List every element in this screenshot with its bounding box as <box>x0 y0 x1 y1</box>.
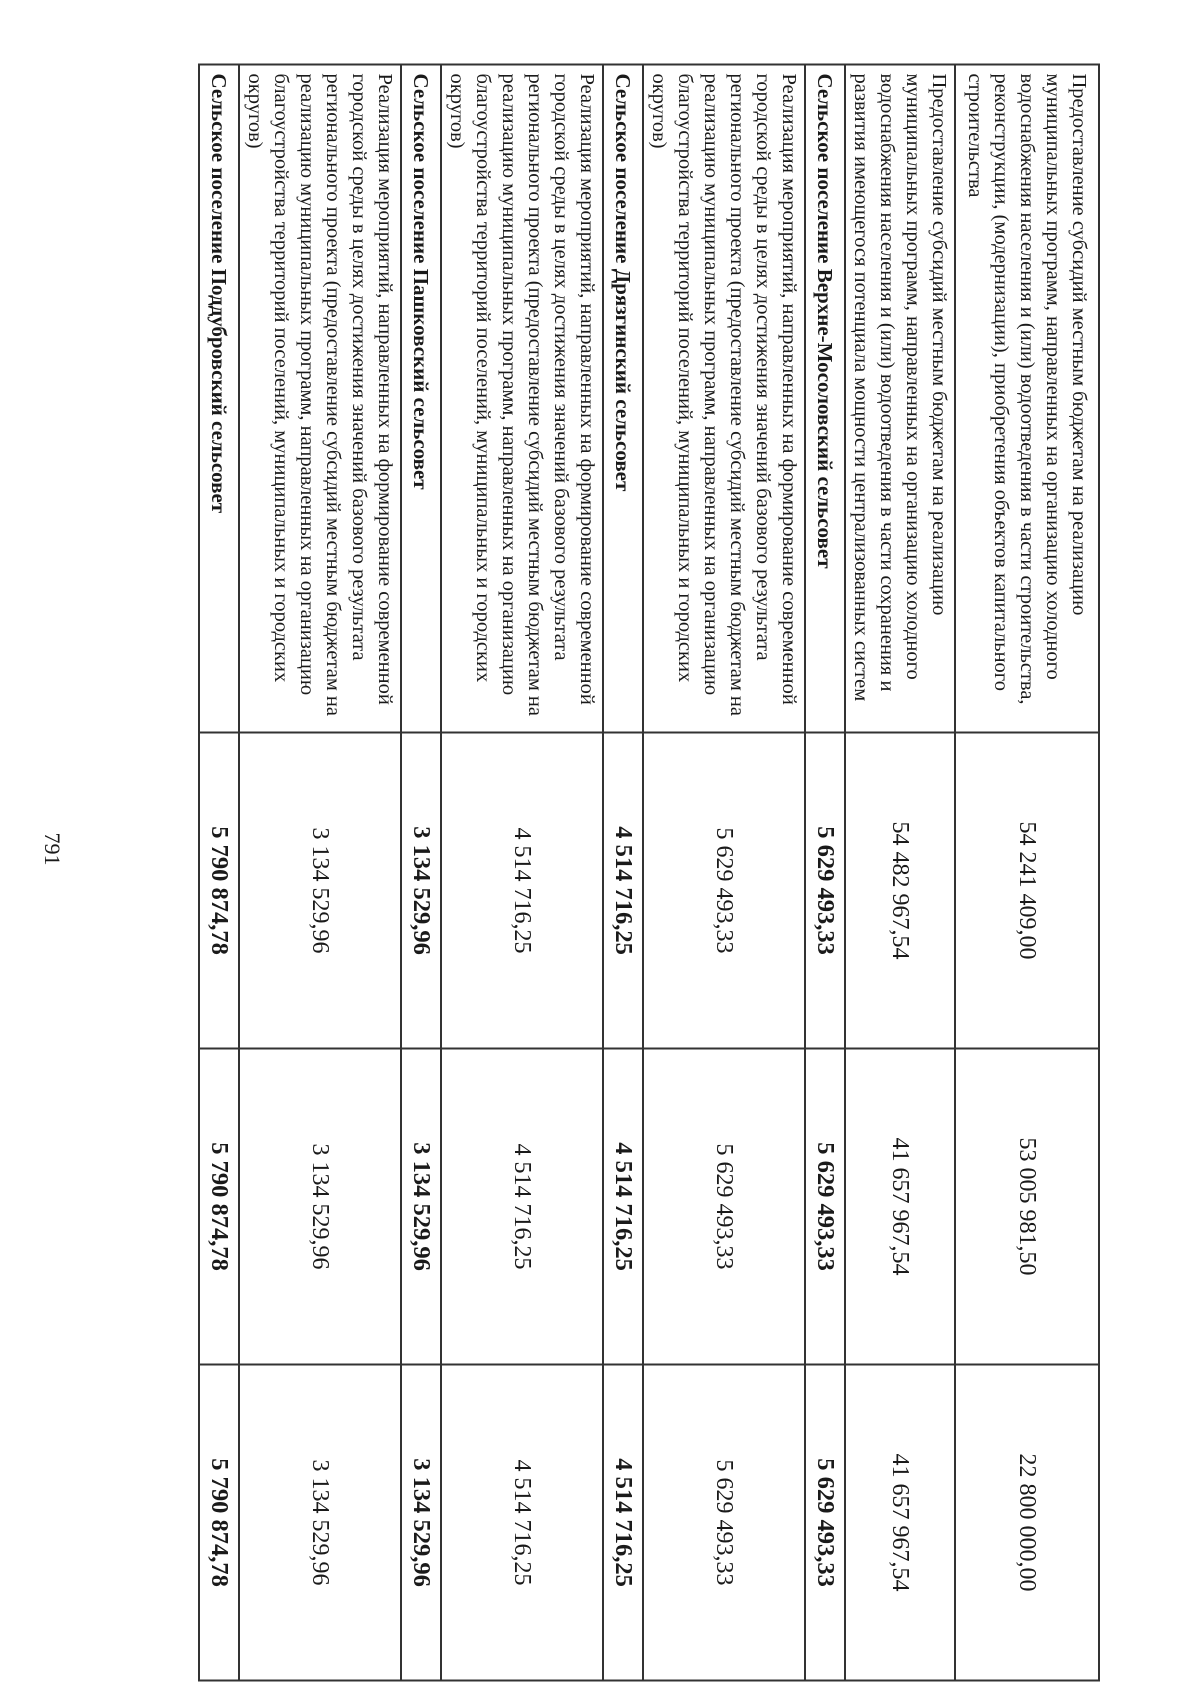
row-value-1: 54 482 967,54 <box>845 733 955 1049</box>
row-description: Предоставление субсидий местным бюджетам на реализацию муниципальных программ, направленных на организацию холодного водоснабжения населения и (или) водоотведения в части сохранения и развития имеющегося потенциала мощности централизованных систем <box>845 65 955 733</box>
table-row <box>441 65 603 1681</box>
row-value-2: 4 514 716,25 <box>603 1049 643 1365</box>
group-title: Сельское поселение Пашковский сельсовет <box>401 65 441 733</box>
row-description: Реализация мероприятий, направленных на формирование современной городской среды в целях достижения значений базового результата регионального проекта (предоставление субсидий местным бюджетам на реализацию муниципальных программ, направленных на организацию благоустройства территорий поселений, муниципальных и городских округов) <box>239 65 401 733</box>
row-value-3: 5 629 493,33 <box>643 1365 805 1681</box>
row-value-2: 5 629 493,33 <box>643 1049 805 1365</box>
row-value-1: 5 629 493,33 <box>643 733 805 1049</box>
row-value-3: 3 134 529,96 <box>401 1365 441 1681</box>
row-value-2: 41 657 967,54 <box>845 1049 955 1365</box>
table-row <box>643 65 805 1681</box>
table-row-group <box>603 65 643 1681</box>
row-value-1: 4 514 716,25 <box>441 733 603 1049</box>
table-row-group <box>199 65 239 1681</box>
row-value-1: 3 134 529,96 <box>401 733 441 1049</box>
row-value-1: 54 241 409,00 <box>955 733 1099 1049</box>
row-description: Предоставление субсидий местным бюджетам на реализацию муниципальных программ, направленных на организацию холодного водоснабжения населения и (или) водоотведения в части строительства, реконструкции, (модернизации), приобретения объектов капитального строительства <box>955 65 1099 733</box>
row-value-2: 3 134 529,96 <box>401 1049 441 1365</box>
table-row-group <box>401 65 441 1681</box>
row-value-3: 41 657 967,54 <box>845 1365 955 1681</box>
row-description: Реализация мероприятий, направленных на формирование современной городской среды в целях достижения значений базового результата регионального проекта (предоставление субсидий местным бюджетам на реализацию муниципальных программ, направленных на организацию благоустройства территорий поселений, муниципальных и городских округов) <box>643 65 805 733</box>
budget-table <box>198 64 1100 1682</box>
row-value-2: 5 790 874,78 <box>199 1049 239 1365</box>
row-value-2: 3 134 529,96 <box>239 1049 401 1365</box>
row-value-2: 5 629 493,33 <box>805 1049 845 1365</box>
row-value-3: 4 514 716,25 <box>441 1365 603 1681</box>
row-value-1: 4 514 716,25 <box>603 733 643 1049</box>
table-row-group <box>805 65 845 1681</box>
row-value-1: 3 134 529,96 <box>239 733 401 1049</box>
table-row <box>845 65 955 1681</box>
row-value-3: 4 514 716,25 <box>603 1365 643 1681</box>
group-title: Сельское поселение Поддубровский сельсовет <box>199 65 239 733</box>
row-value-3: 5 629 493,33 <box>805 1365 845 1681</box>
row-value-1: 5 629 493,33 <box>805 733 845 1049</box>
row-value-3: 3 134 529,96 <box>239 1365 401 1681</box>
row-value-3: 5 790 874,78 <box>199 1365 239 1681</box>
row-value-2: 4 514 716,25 <box>441 1049 603 1365</box>
group-title: Сельское поселение Дрязгинский сельсовет <box>603 65 643 733</box>
page-number: 791 <box>40 832 65 866</box>
row-value-1: 5 790 874,78 <box>199 733 239 1049</box>
row-value-3: 22 800 000,00 <box>955 1365 1099 1681</box>
row-value-2: 53 005 981,50 <box>955 1049 1099 1365</box>
table-row <box>955 65 1099 1681</box>
group-title: Сельское поселение Верхне-Мосоловский сельсовет <box>805 65 845 733</box>
row-description: Реализация мероприятий, направленных на формирование современной городской среды в целях достижения значений базового результата регионального проекта (предоставление субсидий местным бюджетам на реализацию муниципальных программ, направленных на организацию благоустройства территорий поселений, муниципальных и городских округов) <box>441 65 603 733</box>
rotated-page-content <box>206 64 1100 1609</box>
table-row <box>239 65 401 1681</box>
